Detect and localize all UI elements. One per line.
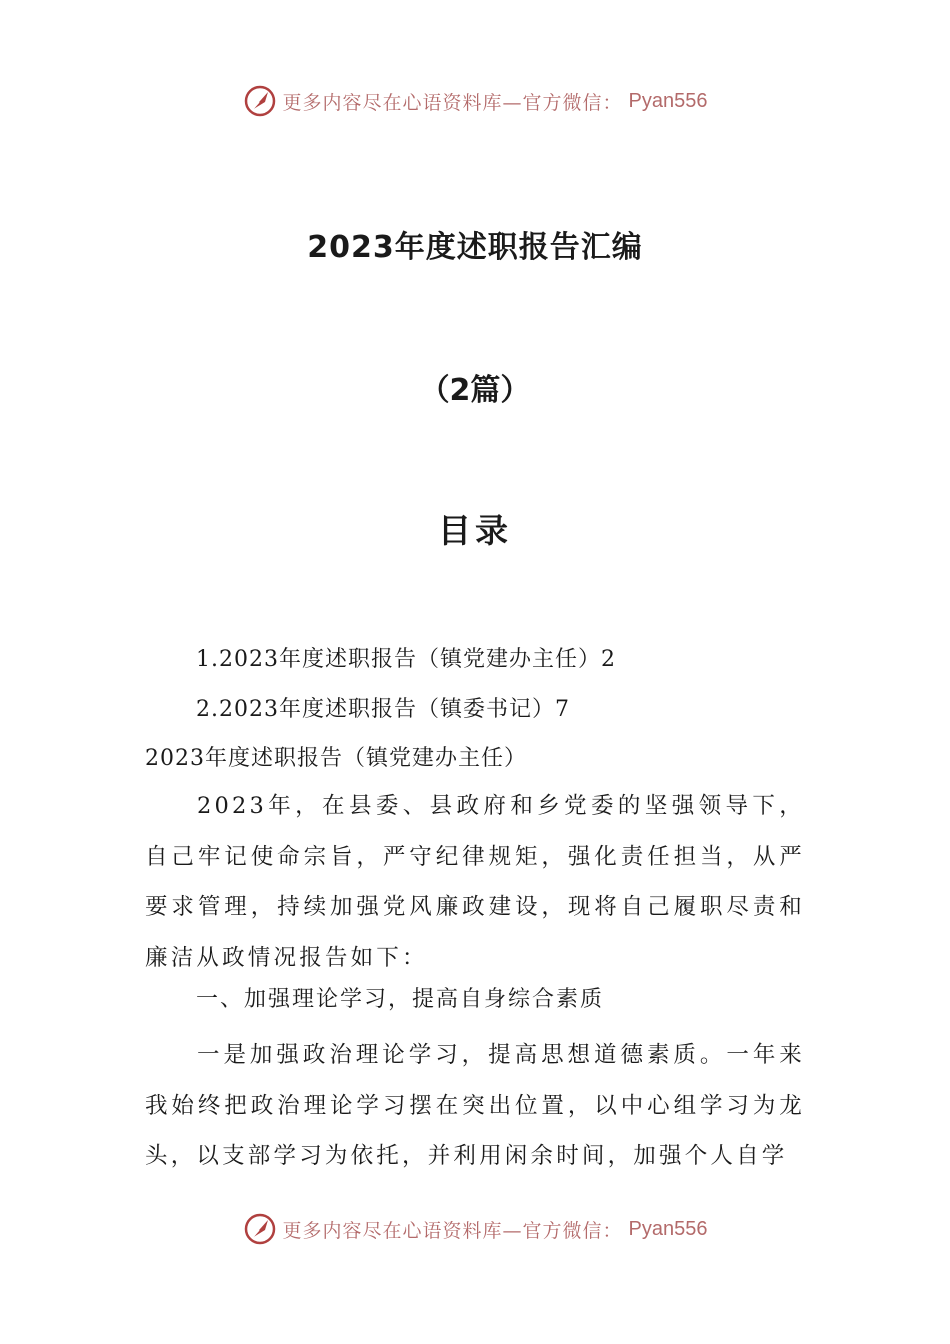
watermark-wechat-id: Pyan556 — [628, 89, 708, 112]
document-subtitle: （2篇） — [419, 373, 531, 408]
watermark-footer — [0, 1212, 950, 1246]
article-title: 2023年度述职报告（镇党建办主任） — [145, 746, 527, 771]
toc-entry-1[interactable]: 1.2023年度述职报告（镇党建办主任）2 — [196, 647, 616, 672]
toc-heading: 目录 — [438, 511, 512, 550]
watermark-text: 更多内容尽在心语资料库—官方微信： — [282, 1219, 623, 1242]
watermark-wechat-id: Pyan556 — [628, 1217, 708, 1240]
section-heading-1: 一、加强理论学习，提高自身综合素质 — [196, 987, 605, 1012]
document-title: 2023年度述职报告汇编 — [307, 230, 643, 265]
toc-entry-2[interactable]: 2.2023年度述职报告（镇委书记）7 — [196, 697, 570, 722]
paragraph-study: 一是加强政治理论学习，提高思想道德素质。一年来我始终把政治理论学习摆在突出位置，以中心组学习为龙头，以支部学习为依托，并利用闲余时间，加强个人自学 — [145, 1042, 805, 1169]
watermark-header — [0, 84, 950, 118]
paragraph-intro: 2023年，在县委、县政府和乡党委的坚强领导下，自己牢记使命宗旨，严守纪律规矩，强化责任担当，从严要求管理，持续加强党风廉政建设，现将自己履职尽责和廉洁从政情况报告如下： — [145, 793, 805, 971]
quill-logo-icon — [243, 1212, 277, 1246]
watermark-text: 更多内容尽在心语资料库—官方微信： — [282, 91, 623, 114]
quill-logo-icon — [243, 84, 277, 118]
